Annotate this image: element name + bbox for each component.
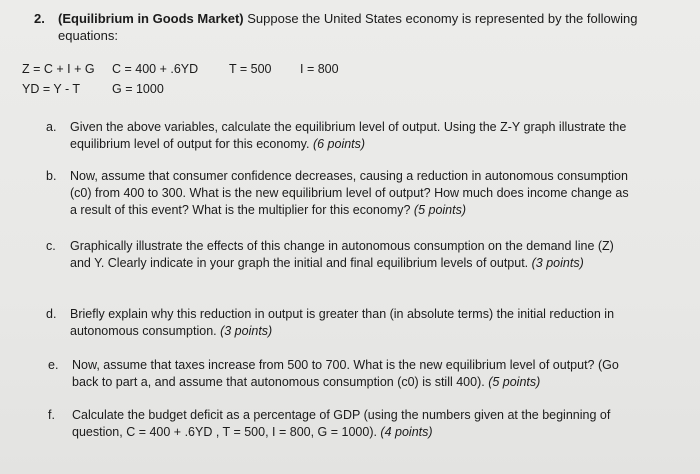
part-text: Now, assume that consumer confidence decreases, causing a reduction in autonomous consumption (c0) from 400 to 300. What is the new equilibrium level of output? How much does income change as a result of this event? What is the multiplier for this economy? (70, 169, 629, 217)
part-text: Graphically illustrate the effects of this change in autonomous consumption on the demand line (Z) and Y. Clearly indicate in your graph the initial and final equilibrium levels of output. (70, 239, 614, 270)
equation-g: G = 1000 (112, 82, 164, 96)
equation-i: I = 800 (300, 62, 339, 76)
equation-yd: YD = Y - T (22, 82, 81, 96)
part-text-block (70, 119, 630, 153)
part-text: Now, assume that taxes increase from 500 to 700. What is the new equilibrium level of output? (Go back to part a, and assume that autonomous consumption (c0) is still 400). (72, 358, 619, 389)
equation-c: C = 400 + .6YD (112, 62, 199, 76)
question-intro: Suppose the United States economy is represented by the following equations: (58, 11, 638, 43)
part-text-block (72, 357, 632, 391)
part-letter: c. (46, 239, 56, 253)
part-points: (4 points) (376, 425, 433, 439)
part-points: (6 points) (309, 137, 366, 151)
part-points: (3 points) (216, 324, 273, 338)
part-text-block (70, 306, 630, 340)
part-letter: a. (46, 120, 57, 134)
part-text-block (70, 168, 630, 219)
question-intro-block (58, 10, 658, 44)
part-letter: b. (46, 169, 57, 183)
part-points: (3 points) (528, 256, 584, 270)
part-letter: f. (48, 408, 55, 422)
part-letter: e. (48, 358, 59, 372)
question-number: 2. (34, 11, 45, 26)
part-text-block (72, 407, 632, 441)
part-text: Briefly explain why this reduction in output is greater than (in absolute terms) the initial reduction in autonomous consumption. (70, 307, 615, 338)
part-points: (5 points) (410, 203, 467, 217)
part-text: Given the above variables, calculate the equilibrium level of output. Using the Z-Y graph illustrate the equilibrium level of output for this economy. (70, 120, 627, 151)
part-letter: d. (46, 307, 57, 321)
question-heading: (Equilibrium in Goods Market) (58, 11, 244, 26)
equation-t: T = 500 (229, 62, 272, 76)
part-text: Calculate the budget deficit as a percentage of GDP (using the numbers given at the beginning of question, C = 400 + .6YD , T = 500, I = 800, G = 1000). (72, 408, 611, 439)
part-text-block (70, 238, 630, 272)
part-points: (5 points) (484, 375, 541, 389)
equation-z: Z = C + I + G (22, 62, 95, 76)
